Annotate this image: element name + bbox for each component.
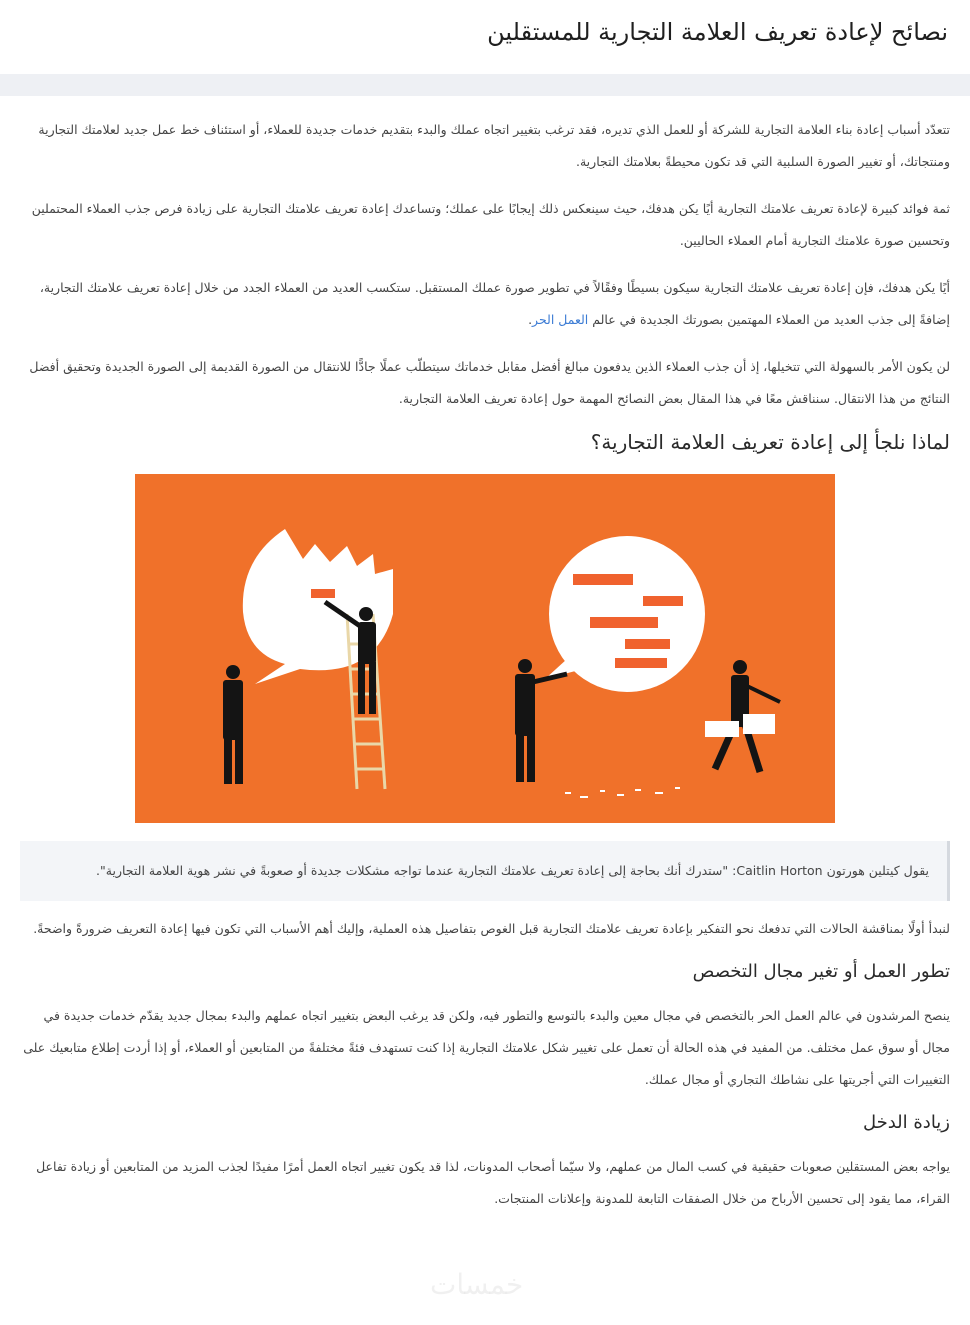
site-watermark: خمسات [430,1268,524,1301]
intro-paragraph-1: تتعدّد أسباب إعادة بناء العلامة التجارية للشركة أو للعمل الذي تديره، فقد ترغب بتغيير اتجاه عملك والبدء بتقديم خدمات جديدة للعملاء، أو استئناف خط عمل جديد لعلامتك التجارية ومنتجاتك، أو تغيير الصورة السلبية التي قد تكون محيطةً بعلامتك التجارية. [38,122,950,169]
intro-paragraph-3-end: . [528,312,533,327]
article-body [0,96,970,1215]
intro-paragraph-4: لن يكون الأمر بالسهولة التي تتخيلها، إذ أن جذب العملاء الذين يدفعون مبالغ أفضل مقابل خدماتك سيتطلّب عملًا جادًّا للانتقال من الصورة القديمة إلى الصورة الجديدة وتحقيق أفضل النتائج من هذا الانتقال. سنناقش معًا في هذا المقال بعض النصائح المهمة حول إعادة تعريف العلامة التجارية. [29,359,950,406]
section-heading-why: لماذا نلجأ إلى إعادة تعريف العلامة التجارية؟ [590,430,950,454]
blockquote: يقول كيتلين هورتون Caitlin Horton: "ستدرك أنك بحاجة إلى إعادة تعريف علامتك التجارية عندما تواجه مشكلات جديدة أو صعوبةً في نشر هوية العلامة التجارية". [20,841,950,901]
header-divider [0,74,970,96]
intro-paragraph-2: ثمة فوائد كبيرة لإعادة تعريف علامتك التجارية أيًا يكن هدفك، حيث سينعكس ذلك إيجابًا على عملك؛ وتساعدك إعادة تعريف علامتك التجارية على زيادة فرص جذب العملاء المحتملين وتحسين صورة علامتك التجارية أمام العملاء الحاليين. [31,201,950,248]
rebranding-illustration [135,474,835,823]
page-title: نصائح لإعادة تعريف العلامة التجارية للمستقلين [487,18,948,46]
section-heading-income: زيادة الدخل [862,1112,950,1133]
paint-roller [311,589,335,598]
freelance-link[interactable]: العمل الحر [532,312,589,327]
paragraph-income: يواجه بعض المستقلين صعوبات حقيقية في كسب المال من عملهم، ولا سيّما أصحاب المدونات، لذا قد يكون تغيير اتجاه العمل أمرًا مفيدًا لجذب المزيد من المتابعين أو زيادة تفاعل القراء، مما يقود إلى تحسين الأرباح من خلال الصفقات التابعة للمدونة وإعلانات المنتجات. [36,1159,950,1206]
article-figure [20,474,950,823]
article-header [0,0,970,74]
section-heading-niche: تطور العمل أو تغير مجال التخصص [692,961,950,982]
paragraph-niche: ينصح المرشدون في عالم العمل الحر بالتخصص في مجال معين والبدء بالتوسع والتطور فيه، ولكن قد يرغب البعض بتغيير اتجاه عملهم والبدء بمجال جديد يقدّم خدمات جديدة في مجال أو سوق عمل مختلف. من المفيد في هذه الحالة أن تعمل على تغيير شكل علامتك التجارية إذا كنت تستهدف فئةً مختلفةً من المتابعين أو العملاء، أو إذا أردت إطلاع متابعيك على التغييرات التي أجريتها على نشاطك التجاري أو مجال عملك. [23,1008,950,1087]
intro-paragraph-3-text: أيًا يكن هدفك، فإن إعادة تعريف علامتك التجارية سيكون بسيطًا وفقًالاً في تطوير صورة عملك المستقبل. ستكسب العديد من العملاء الجدد من خلال إعادة تعريف علامتك التجارية، إضافةً إلى جذب العديد من العملاء المهتمين بصورتك الجديدة في عالم [39,280,950,327]
paragraph-after-quote: لنبدأ أولًا بمناقشة الحالات التي تدفعك نحو التفكير بإعادة تعريف علامتك التجارية قبل الغوص بتفاصيل هذه العملية، وإليك أهم الأسباب التي تكون فيها إعادة التعريف ضرورةً واضحةً. [33,921,950,936]
intro-paragraph-3 [20,272,950,336]
